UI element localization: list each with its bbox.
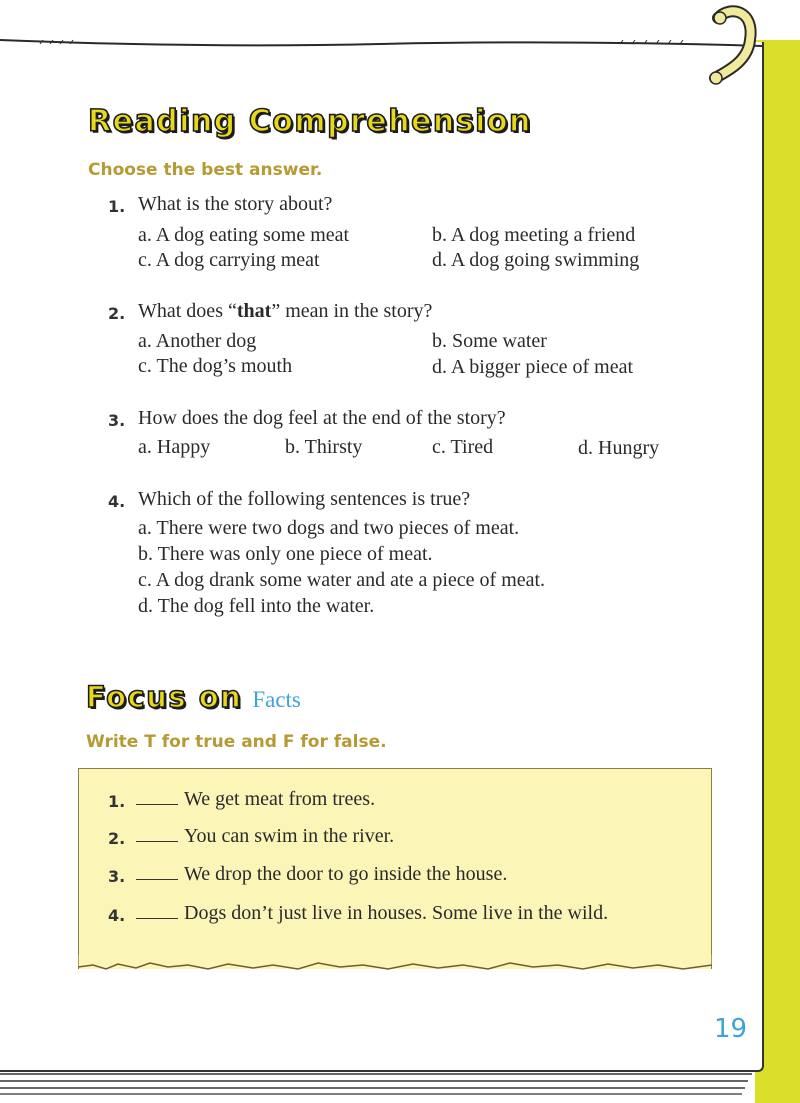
statement-number: 3. — [108, 867, 126, 886]
focus-instruction: Write T for true and F for false. — [86, 732, 387, 752]
focus-title — [86, 680, 301, 714]
answer-option[interactable]: b. Some water — [432, 330, 547, 352]
answer-option[interactable]: b. A dog meeting a friend — [432, 224, 636, 246]
focus-subtitle: Facts — [252, 687, 301, 712]
question-number: 4. — [108, 492, 126, 511]
question-number: 1. — [108, 197, 126, 216]
statement-text: We get meat from trees. — [184, 788, 376, 810]
statement-row — [136, 788, 375, 811]
answer-blank[interactable] — [136, 827, 178, 842]
answer-option[interactable]: c. Tired — [432, 436, 494, 458]
question-text-after: ” mean in the story? — [271, 300, 433, 322]
answer-option[interactable]: a. There were two dogs and two pieces of meat. — [138, 517, 520, 539]
statement-text: Dogs don’t just live in houses. Some live in the wild. — [184, 902, 609, 924]
question-bold-word: that — [236, 300, 272, 322]
page-binding-line — [0, 22, 762, 82]
answer-option[interactable]: c. A dog carrying meat — [138, 249, 320, 271]
answer-option[interactable]: b. There was only one piece of meat. — [138, 543, 433, 565]
answer-option[interactable]: a. Another dog — [138, 330, 257, 352]
statement-row — [136, 902, 608, 925]
question-text: What is the story about? — [138, 193, 333, 215]
binder-clip-icon — [700, 0, 770, 100]
statement-text: You can swim in the river. — [184, 825, 395, 847]
question-text-before: What does “ — [138, 300, 237, 322]
answer-option[interactable]: d. Hungry — [578, 437, 660, 459]
section-title: Reading Comprehension — [88, 104, 532, 139]
answer-option[interactable]: d. A dog going swimming — [432, 249, 640, 271]
statement-row — [136, 825, 394, 848]
statement-number: 1. — [108, 792, 126, 811]
answer-option[interactable]: a. Happy — [138, 436, 211, 458]
question-text: Which of the following sentences is true? — [138, 488, 471, 510]
question-number: 2. — [108, 304, 126, 323]
question-text — [138, 300, 432, 323]
instruction-text: Choose the best answer. — [88, 160, 323, 180]
page-stack-edges — [0, 1068, 760, 1103]
answer-blank[interactable] — [136, 865, 178, 880]
answer-option[interactable]: c. The dog’s mouth — [138, 355, 293, 377]
answer-blank[interactable] — [136, 904, 178, 919]
question-text: How does the dog feel at the end of the story? — [138, 407, 506, 429]
statement-text: We drop the door to go inside the house. — [184, 863, 508, 885]
answer-option[interactable]: d. A bigger piece of meat — [432, 356, 634, 378]
statement-row — [136, 863, 507, 886]
statement-number: 4. — [108, 906, 126, 925]
focus-title-text: Focus on — [86, 680, 243, 714]
answer-option[interactable]: c. A dog drank some water and ate a piece of meat. — [138, 569, 546, 591]
answer-option[interactable]: b. Thirsty — [285, 436, 363, 458]
parchment-torn-edge — [78, 955, 712, 977]
answer-option[interactable]: d. The dog fell into the water. — [138, 595, 375, 617]
statement-number: 2. — [108, 829, 126, 848]
answer-option[interactable]: a. A dog eating some meat — [138, 224, 350, 246]
page-number: 19 — [714, 1014, 748, 1044]
question-number: 3. — [108, 411, 126, 430]
answer-blank[interactable] — [136, 790, 178, 805]
